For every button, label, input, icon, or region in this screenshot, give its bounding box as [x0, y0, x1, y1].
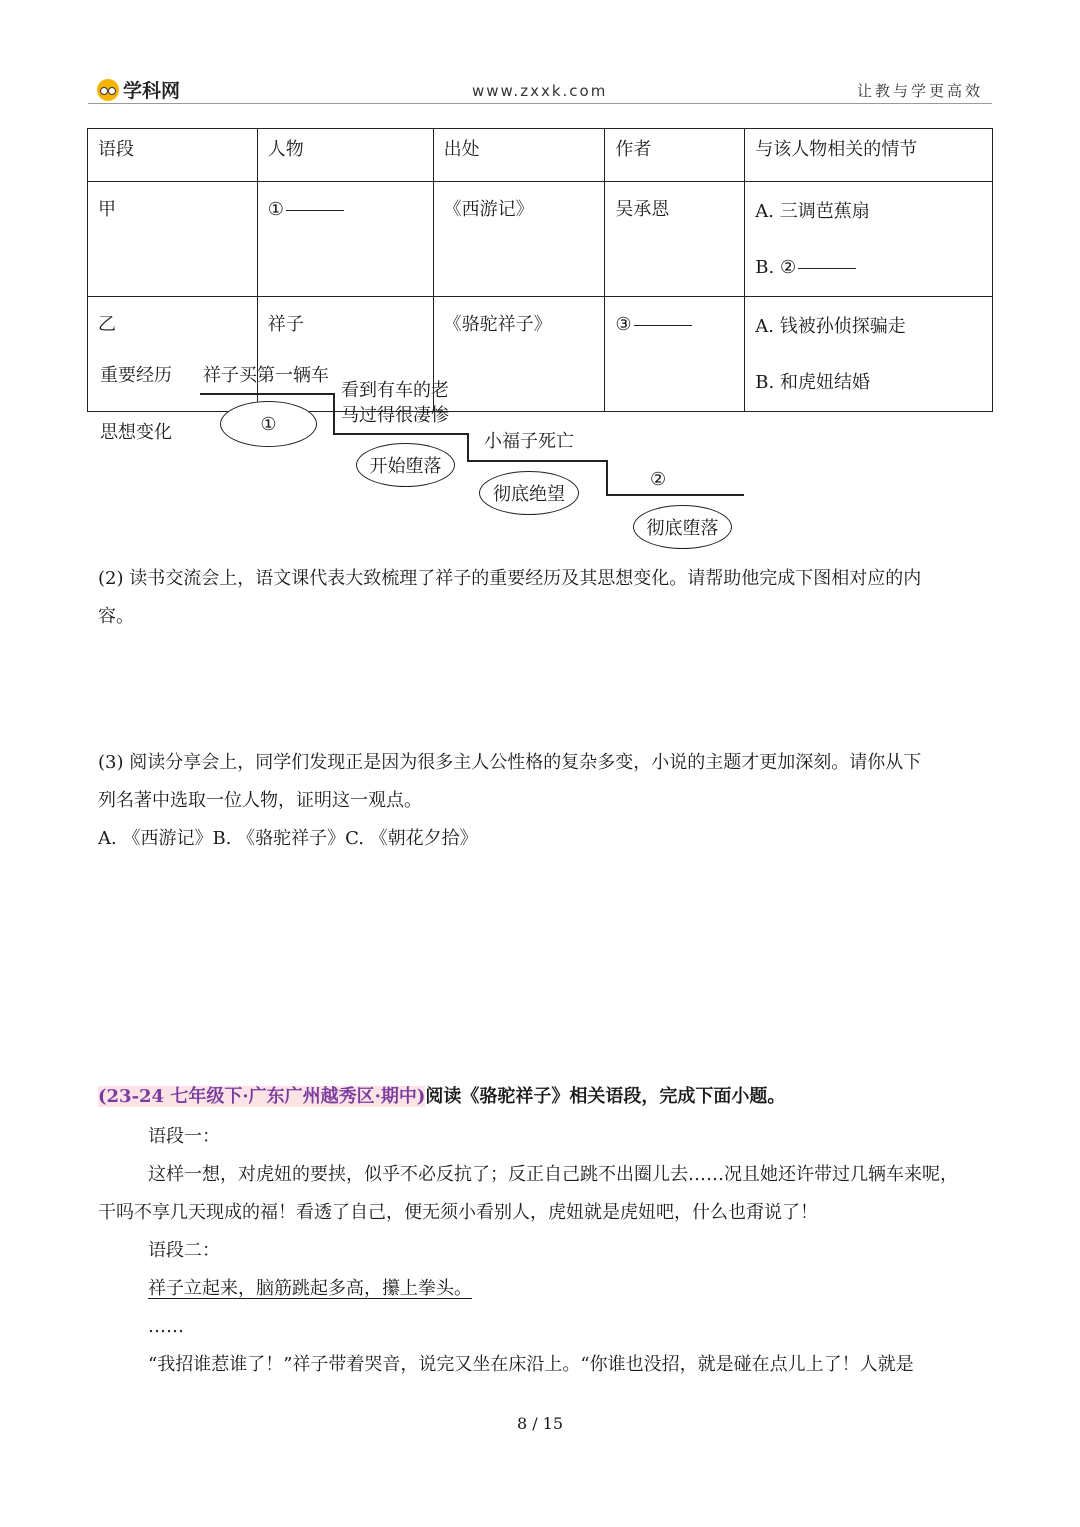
step-line	[200, 393, 334, 395]
table-cell-segment: 乙	[88, 297, 258, 412]
step-line	[467, 433, 469, 461]
table-header-row	[88, 129, 993, 182]
table-cell-author: 吴承恩	[605, 182, 745, 297]
table-cell-person	[257, 182, 433, 297]
thought-bubble-1: ①	[220, 401, 317, 447]
segment-1-line: 干吗不享几天现成的福！看透了自己，便无须小看别人，虎妞就是虎妞吧，什么也甭说了！	[98, 1202, 818, 1223]
table-row	[88, 182, 993, 297]
step-line	[467, 460, 607, 462]
table-cell-segment: 甲	[88, 182, 258, 297]
diagram-label-experience: 重要经历	[100, 365, 172, 386]
table-cell-source: 《骆驼祥子》	[433, 297, 605, 412]
segment-2-line: “我招谁惹谁了！”祥子带着哭音，说完又坐在床沿上。“你谁也没招，就是碰在点儿上了！人就是	[148, 1354, 914, 1375]
table-header-cell: 语段	[88, 129, 258, 182]
logo-text: 学科网	[123, 80, 181, 102]
site-slogan: 让教与学更高效	[856, 82, 983, 100]
thought-bubble-3: 彻底绝望	[479, 471, 579, 515]
step-line	[606, 460, 608, 495]
question-3-options: A. 《西游记》B. 《骆驼祥子》C. 《朝花夕拾》	[98, 828, 478, 849]
thought-bubble-2: 开始堕落	[356, 443, 455, 487]
diagram-label-thought: 思想变化	[100, 422, 172, 443]
table-cell-source: 《西游记》	[433, 182, 605, 297]
plot-option-b: B. ②	[755, 240, 982, 296]
segment-2-ellipsis: ……	[148, 1316, 184, 1337]
answer-blank	[286, 210, 344, 211]
question-3: (3) 阅读分享会上，同学们发现正是因为很多主人公性格的复杂多变，小说的主题才更加深刻。请你从下 列名著中选取一位人物，证明这一观点。 A. 《西游记》B. 《骆驼祥子》C. 《朝花夕拾》	[98, 744, 998, 858]
diagram-event-2: 看到有车的老 马过得很凄惨	[341, 380, 449, 426]
step-line	[606, 494, 744, 496]
step-line	[333, 433, 468, 435]
table-header-cell: 作者	[605, 129, 745, 182]
segment-1-label: 语段一：	[148, 1126, 220, 1147]
plot-option-b: B. 和虎妞结婚	[755, 372, 870, 393]
diagram-event-3: 小福子死亡	[484, 431, 574, 452]
table-header-cell: 出处	[433, 129, 605, 182]
header-divider	[88, 103, 992, 104]
page-number: 8 / 15	[516, 1414, 564, 1433]
table-cell-person: 祥子	[257, 297, 433, 412]
segment-2-label: 语段二：	[148, 1240, 220, 1261]
blank-number: ③	[615, 314, 632, 335]
source-tag: (23-24 七年级下·广东广州越秀区·期中)	[98, 1086, 426, 1107]
blank-number: ①	[267, 199, 284, 220]
segment-2-line: 祥子立起来，脑筋跳起多高，攥上拳头。	[148, 1278, 472, 1299]
answer-blank	[634, 325, 692, 326]
step-line	[333, 393, 335, 434]
section-title: 阅读《骆驼祥子》相关语段，完成下面小题。	[425, 1086, 786, 1107]
segment-1-line: 这样一想，对虎妞的要挟，似乎不必反抗了；反正自己跳不出圈儿去……况且她还许带过几辆车来呢，	[148, 1164, 958, 1185]
site-logo[interactable]	[97, 76, 180, 103]
plot-option-a: A. 三调芭蕉扇	[755, 201, 870, 222]
reading-passage	[98, 1118, 998, 1384]
section-heading	[98, 1078, 998, 1116]
table-cell-author	[605, 297, 745, 412]
question-2: (2) 读书交流会上，语文课代表大致梳理了祥子的重要经历及其思想变化。请帮助他完成下图相对应的内 容。	[98, 568, 922, 627]
table-header-cell: 与该人物相关的情节	[745, 129, 993, 182]
thought-bubble-4: 彻底堕落	[633, 505, 732, 549]
site-url: www.zxxk.com	[472, 82, 608, 100]
table-cell-plot	[745, 182, 993, 297]
table-header-cell: 人物	[257, 129, 433, 182]
plot-option-a: A. 钱被孙侦探骗走	[755, 316, 906, 337]
diagram-event-1: 祥子买第一辆车	[203, 365, 329, 386]
diagram-event-4: ②	[650, 469, 667, 490]
answer-blank	[798, 268, 856, 269]
table-cell-plot	[745, 297, 993, 412]
logo-owl-icon	[97, 79, 119, 101]
